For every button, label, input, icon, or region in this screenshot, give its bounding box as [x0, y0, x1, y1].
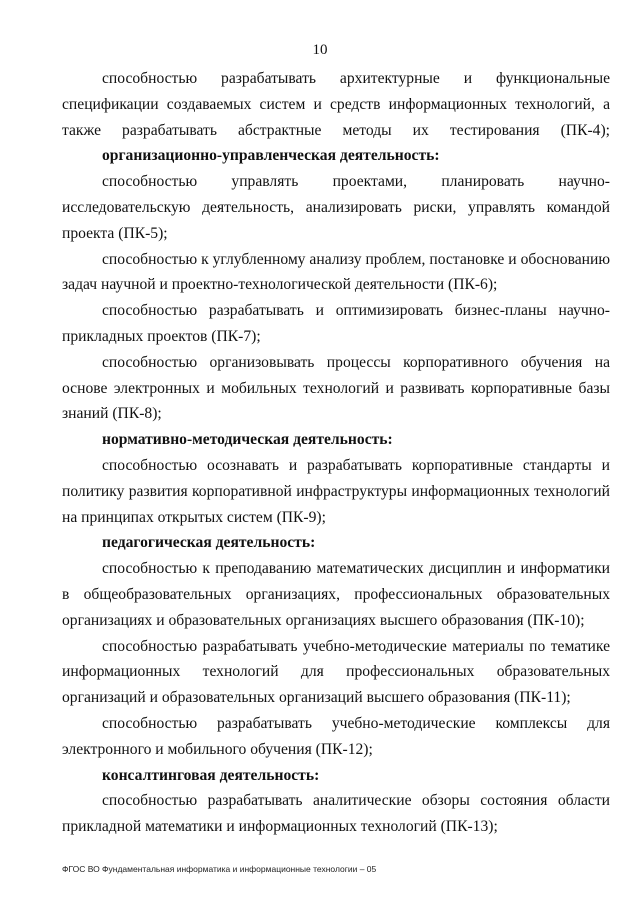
section-heading-pedagogical: педагогическая деятельность:: [102, 534, 316, 552]
competency-pk-10: способностью к преподаванию математических дисциплин и информатики в общеобразовательных организациях, профессиональных образовательных организациях и образовательных организациях высшего образования (ПК-10);: [62, 560, 610, 629]
competency-pk-8: способностью организовывать процессы корпоративного обучения на основе электронных и мобильных технологий и развивать корпоративные базы знаний (ПК-8);: [62, 353, 610, 423]
section-heading-management: организационно-управленческая деятельность:: [102, 147, 440, 165]
section-heading-normative: нормативно-методическая деятельность:: [102, 431, 393, 449]
competency-pk-6: способностью к углубленному анализу проблем, постановке и обоснованию задач научной и проектно-технологической деятельности (ПК-6);: [62, 250, 610, 294]
document-footer: ФГОС ВО Фундаментальная информатика и информационные технологии – 05: [62, 864, 377, 874]
competency-pk-7: способностью разрабатывать и оптимизировать бизнес-планы научно-прикладных проектов (ПК-7);: [62, 302, 610, 345]
page-number: 10: [312, 42, 328, 58]
competency-pk-4: способностью разрабатывать архитектурные и функциональные спецификации создаваемых систем и средств информационных технологий, а также разрабатывать абстрактные методы их тестирования (ПК-4);: [62, 70, 610, 139]
competency-pk-5: способностью управлять проектами, планировать научно-исследовательскую деятельность, анализировать риски, управлять командой проекта (ПК-5);: [62, 173, 610, 242]
section-heading-consulting: консалтинговая деятельность:: [102, 766, 320, 784]
competency-pk-9: способностью осознавать и разрабатывать корпоративные стандарты и политику развития корпоративной инфраструктуры информационных технологий на принципах открытых систем (ПК-9);: [62, 456, 610, 526]
competency-pk-13: способностью разрабатывать аналитические обзоры состояния области прикладной математики и информационных технологий (ПК-13);: [62, 792, 610, 836]
competency-pk-11: способностью разрабатывать учебно-методические материалы по тематике информационных технологий для профессиональных образовательных организаций и образовательных организаций высшего образования (ПК-11);: [62, 637, 610, 707]
document-body: [62, 66, 610, 840]
competency-pk-12: способностью разрабатывать учебно-методические комплексы для электронного и мобильного обучения (ПК-12);: [62, 714, 610, 758]
